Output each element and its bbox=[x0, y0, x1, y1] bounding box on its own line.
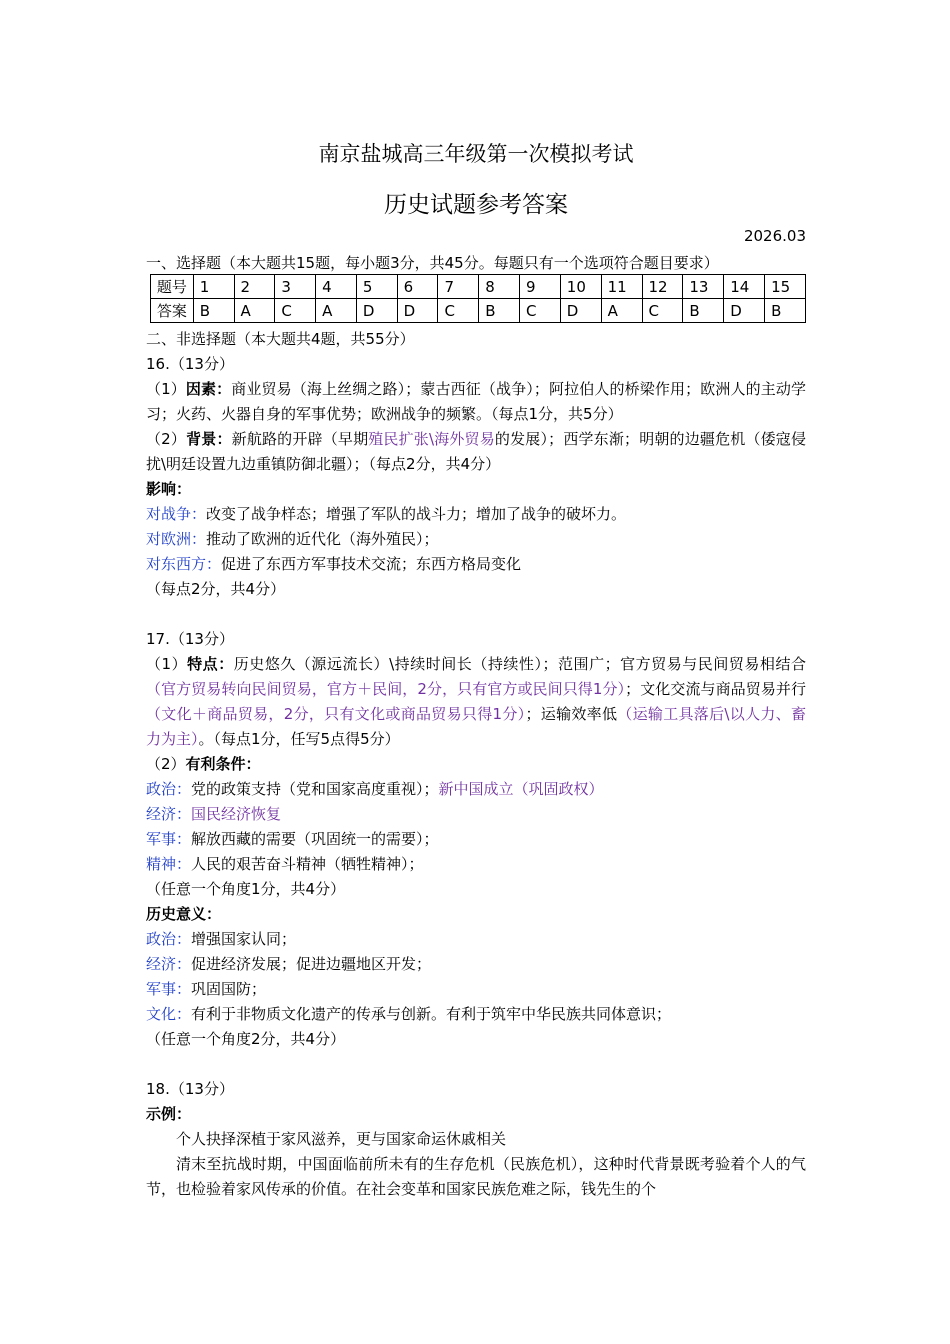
aspect-text: 促进经济发展；促进边疆地区开发； bbox=[191, 955, 432, 973]
aspect-label: 文化： bbox=[146, 1005, 192, 1023]
answer-cell: C bbox=[642, 299, 683, 323]
q18-example-label: 示例： bbox=[146, 1105, 192, 1123]
part-label: 因素： bbox=[185, 380, 232, 398]
highlight-text: 国民经济恢复 bbox=[191, 805, 282, 823]
q16-impact-east-west bbox=[146, 552, 806, 577]
answer-cell: A bbox=[234, 299, 275, 323]
q16-impact-label: 影响： bbox=[146, 480, 192, 498]
answer-cell: C bbox=[275, 299, 316, 323]
q18-title: 18.（13分） bbox=[146, 1080, 234, 1098]
q16-part1 bbox=[146, 377, 806, 427]
q16-title: 16.（13分） bbox=[146, 355, 234, 373]
answer-cell: C bbox=[438, 299, 479, 323]
question-number: 3 bbox=[275, 275, 316, 299]
part-text: ；文化交流与商品贸易并行 bbox=[625, 680, 806, 698]
aspect-label: 对东西方： bbox=[146, 555, 222, 573]
aspect-label: 军事： bbox=[146, 830, 192, 848]
q17-title: 17.（13分） bbox=[146, 630, 234, 648]
part-number: （1） bbox=[146, 655, 188, 673]
answer-cell: D bbox=[397, 299, 438, 323]
highlight-text: （官方贸易转向民间贸易，官方＋民间，2分，只有官方或民间只得1分） bbox=[146, 680, 626, 698]
q16-part2 bbox=[146, 427, 806, 477]
aspect-label: 对欧洲： bbox=[146, 530, 207, 548]
part-text: 历史悠久（源远流长）\持续时间长（持续性）；范围广；官方贸易与民间贸易相结合 bbox=[233, 655, 806, 673]
aspect-text: 解放西藏的需要（巩固统一的需要）； bbox=[191, 830, 439, 848]
part-text: 。（每点1分，任写5点得5分） bbox=[198, 730, 400, 748]
highlight-text: （运输工具落后\以人力、畜力为主） bbox=[146, 705, 806, 748]
aspect-text: 巩固国防； bbox=[191, 980, 267, 998]
answer-cell: B bbox=[765, 299, 806, 323]
q17-part1 bbox=[146, 652, 806, 752]
aspect-text: 推动了欧洲的近代化（海外殖民）； bbox=[206, 530, 439, 548]
q17-part2 bbox=[146, 752, 806, 777]
aspect-label: 精神： bbox=[146, 855, 192, 873]
part-label: 背景： bbox=[186, 430, 232, 448]
question-number: 4 bbox=[316, 275, 357, 299]
q18-example-paragraph: 清末至抗战时期，中国面临前所未有的生存危机（民族危机），这种时代背景既考验着个人的气节，也检验着家风传承的价值。在社会变革和国家民族危难之际，钱先生的个 bbox=[146, 1155, 806, 1198]
question-number: 8 bbox=[479, 275, 520, 299]
question-number: 11 bbox=[601, 275, 642, 299]
q17-score-note-1: （任意一个角度1分，共4分） bbox=[146, 880, 346, 898]
question-number: 6 bbox=[397, 275, 438, 299]
q17-condition-politics bbox=[146, 777, 806, 802]
answer-cell: D bbox=[724, 299, 765, 323]
aspect-label: 经济： bbox=[146, 955, 192, 973]
exam-title: 南京盐城高三年级第一次模拟考试 bbox=[318, 142, 634, 166]
section2-heading: 二、非选择题（本大题共4题，共55分） bbox=[146, 330, 415, 348]
part-number: （1） bbox=[146, 380, 186, 398]
part-number: （2） bbox=[146, 430, 187, 448]
section1-heading: 一、选择题（本大题共15题，每小题3分，共45分。每题只有一个选项符合题目要求） bbox=[146, 254, 719, 272]
q17-significance-culture bbox=[146, 1002, 806, 1027]
highlight-text: 新中国成立（巩固政权） bbox=[438, 780, 604, 798]
part-text: ；运输效率低 bbox=[525, 705, 618, 723]
aspect-label: 对战争： bbox=[146, 505, 207, 523]
part-number: （2） bbox=[146, 755, 186, 773]
answer-cell: D bbox=[356, 299, 397, 323]
q17-score-note-2: （任意一个角度2分，共4分） bbox=[146, 1030, 346, 1048]
aspect-label: 政治： bbox=[146, 780, 192, 798]
highlight-text: （文化＋商品贸易，2分，只有文化或商品贸易只得1分） bbox=[146, 705, 526, 723]
question-number: 1 bbox=[193, 275, 234, 299]
number-row bbox=[151, 275, 806, 299]
question-number: 10 bbox=[560, 275, 601, 299]
aspect-text: 有利于非物质文化遗产的传承与创新。有利于筑牢中华民族共同体意识； bbox=[191, 1005, 672, 1023]
part-label: 特点： bbox=[187, 655, 234, 673]
q17-condition-spirit bbox=[146, 852, 806, 877]
aspect-label: 政治： bbox=[146, 930, 192, 948]
q17-condition-military bbox=[146, 827, 806, 852]
highlight-text: 殖民扩张\海外贸易 bbox=[368, 430, 495, 448]
row-label-answer: 答案 bbox=[151, 299, 194, 323]
q16-score-note: （每点2分，共4分） bbox=[146, 580, 286, 598]
part-text: 新航路的开辟（早期 bbox=[231, 430, 369, 448]
aspect-label: 经济： bbox=[146, 805, 192, 823]
q17-significance-military bbox=[146, 977, 806, 1002]
aspect-text: 增强国家认同； bbox=[191, 930, 297, 948]
answer-cell: B bbox=[193, 299, 234, 323]
answer-cell: B bbox=[479, 299, 520, 323]
aspect-text: 党的政策支持（党和国家高度重视）； bbox=[191, 780, 439, 798]
answer-row bbox=[151, 299, 806, 323]
answer-table bbox=[150, 274, 806, 323]
spacer bbox=[146, 1052, 806, 1077]
answer-key-title: 历史试题参考答案 bbox=[384, 192, 568, 218]
aspect-text: 促进了东西方军事技术交流；东西方格局变化 bbox=[221, 555, 522, 573]
question-number: 15 bbox=[765, 275, 806, 299]
q17-condition-economy bbox=[146, 802, 806, 827]
answer-cell: D bbox=[560, 299, 601, 323]
part-label: 有利条件： bbox=[185, 755, 261, 773]
question-number: 12 bbox=[642, 275, 683, 299]
aspect-text: 改变了战争样态；增强了军队的战斗力；增加了战争的破坏力。 bbox=[206, 505, 627, 523]
question-number: 2 bbox=[234, 275, 275, 299]
question-number: 9 bbox=[520, 275, 561, 299]
answer-cell: A bbox=[601, 299, 642, 323]
part-text: 的发展）；西学东渐；明朝的边疆危机（倭寇侵扰\明廷设置九边重镇防御北疆）；（每点2分，共4分） bbox=[146, 430, 806, 473]
question-number: 14 bbox=[724, 275, 765, 299]
q17-significance-politics bbox=[146, 927, 806, 952]
answer-cell: B bbox=[683, 299, 724, 323]
spacer bbox=[146, 602, 806, 627]
question-number: 13 bbox=[683, 275, 724, 299]
aspect-text: 人民的艰苦奋斗精神（牺牲精神）； bbox=[191, 855, 424, 873]
q18-example-title: 个人抉择深植于家风滋养，更与国家命运休戚相关 bbox=[176, 1130, 507, 1148]
q16-impact-war bbox=[146, 502, 806, 527]
aspect-label: 军事： bbox=[146, 980, 192, 998]
answer-cell: C bbox=[520, 299, 561, 323]
q17-significance-label: 历史意义： bbox=[146, 905, 222, 923]
q16-impact-europe bbox=[146, 527, 806, 552]
answer-cell: A bbox=[316, 299, 357, 323]
answer-body bbox=[146, 327, 806, 1202]
q17-significance-economy bbox=[146, 952, 806, 977]
question-number: 7 bbox=[438, 275, 479, 299]
part-text: 商业贸易（海上丝绸之路）；蒙古西征（战争）；阿拉伯人的桥梁作用；欧洲人的主动学习；火药、火器自身的军事优势；欧洲战争的频繁。（每点1分，共5分） bbox=[146, 380, 806, 423]
row-label-number: 题号 bbox=[151, 275, 194, 299]
question-number: 5 bbox=[356, 275, 397, 299]
exam-date: 2026.03 bbox=[743, 227, 806, 245]
